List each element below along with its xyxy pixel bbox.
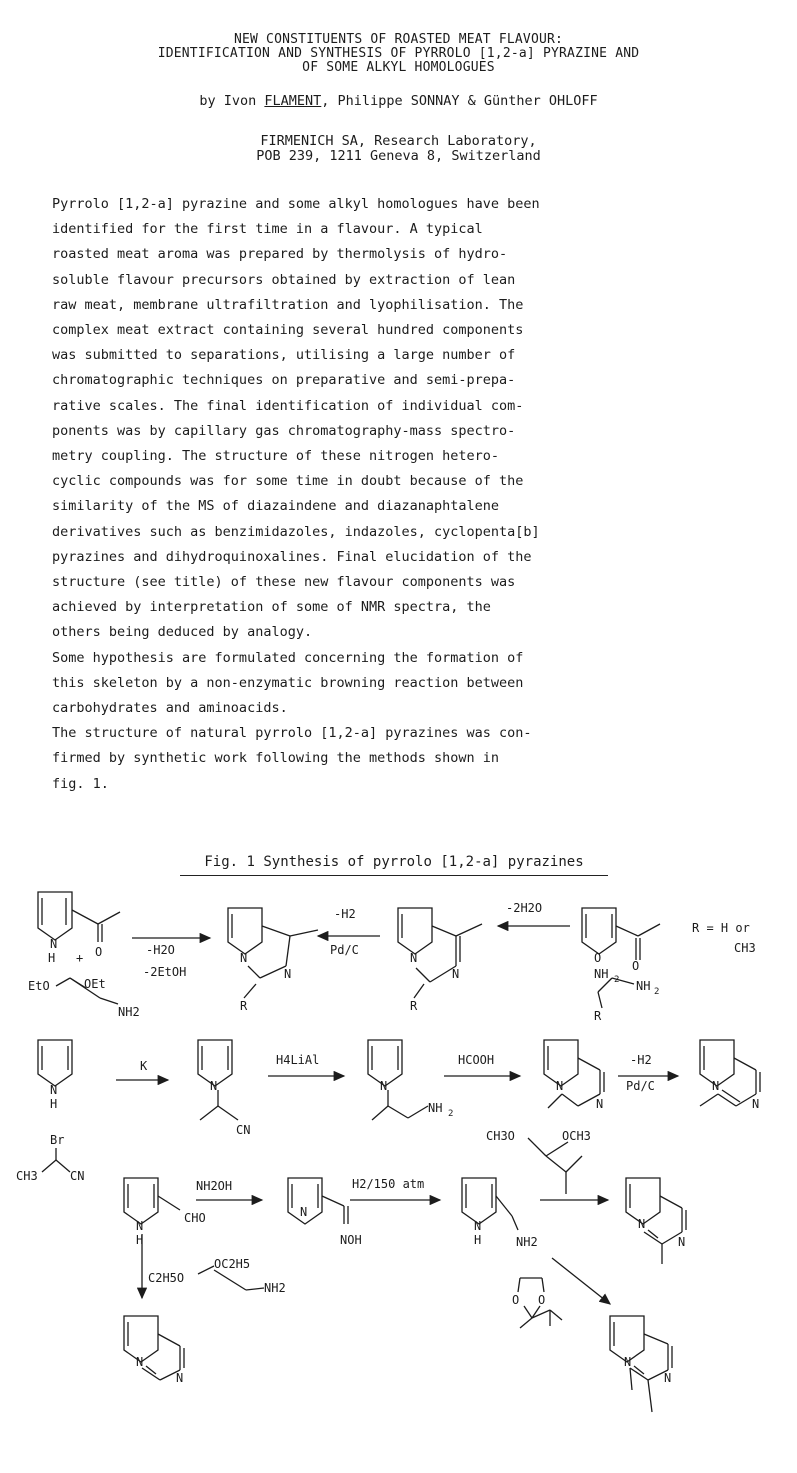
svg-text:N: N <box>240 951 248 965</box>
abstract <box>52 192 632 797</box>
svg-text:EtO: EtO <box>28 979 50 993</box>
abstract-line: ponents was by capillary gas chromatography-mass spectro- <box>52 422 516 439</box>
pyrrole-oxime-structure <box>288 1178 362 1247</box>
abstract-line: rative scales. The final identification of individual com- <box>52 397 524 414</box>
pyrrolylpropionitrile-structure <box>198 1040 250 1137</box>
abstract-line: cyclic compounds was for some time in doubt because of the <box>52 473 524 490</box>
figure-caption: Fig. 1 Synthesis of pyrrolo [1,2-a] pyrazines <box>180 854 608 876</box>
pyrrolecarboxaldehyde-structure <box>124 1178 206 1247</box>
abstract-line: soluble flavour precursors obtained by extraction of lean <box>52 271 516 288</box>
abstract-line: carbohydrates and aminoacids. <box>52 700 288 717</box>
abstract-line: chromatographic techniques on preparative and semi-prepa- <box>52 372 516 389</box>
svg-text:N: N <box>284 967 292 981</box>
abstract-line: raw meat, membrane ultrafiltration and lyophilisation. The <box>52 296 524 313</box>
abstract-line: metry coupling. The structure of these nitrogen hetero- <box>52 448 500 465</box>
svg-text:NH2: NH2 <box>118 1005 140 1019</box>
svg-text:OEt: OEt <box>84 977 106 991</box>
svg-text:N: N <box>752 1097 760 1111</box>
dihydro-pyrrolopyrazine-structure <box>228 908 318 1013</box>
svg-text:N: N <box>596 1097 604 1111</box>
svg-text:CN: CN <box>236 1123 251 1137</box>
svg-text:R: R <box>594 1009 602 1023</box>
affiliation-line-1: FIRMENICH SA, Research Laboratory, <box>260 133 537 149</box>
dimethylpyrrolopyrazine-structure <box>610 1316 672 1412</box>
methoxyacetone-ketal-structure <box>486 1129 591 1194</box>
abstract-line: The structure of natural pyrrolo [1,2-a] pyrazines was con- <box>52 725 532 742</box>
svg-text:O: O <box>632 959 640 973</box>
title-line-3: OF SOME ALKYL HOMOLOGUES <box>302 60 495 75</box>
acetylpyrrole-structure <box>38 892 120 965</box>
aminoacetal-reagent-structure <box>148 1257 286 1295</box>
abstract-line: pyrazines and dihydroquinoxalines. Final elucidation of the <box>52 548 532 565</box>
svg-text:R: R <box>410 999 418 1013</box>
svg-text:H: H <box>474 1233 482 1247</box>
pyrrolylmethylamine-structure <box>462 1178 538 1249</box>
svg-text:N: N <box>136 1219 144 1233</box>
svg-text:N: N <box>624 1355 632 1369</box>
pyrrole-structure <box>38 1040 72 1111</box>
svg-text:N: N <box>136 1355 144 1369</box>
svg-text:N: N <box>176 1371 184 1385</box>
authors-line <box>0 93 797 109</box>
reagent-ethanol: -2EtOH <box>143 965 187 979</box>
abstract-line: structure (see title) of these new flavour components was <box>52 574 516 591</box>
svg-text:Br: Br <box>50 1133 65 1147</box>
abstract-line: Some hypothesis are formulated concerning the formation of <box>52 649 524 666</box>
abstract-line: firmed by synthetic work following the methods shown in <box>52 750 500 767</box>
r-group-definition: R = H or <box>692 921 750 935</box>
diaminoketone-furan-structure <box>582 908 660 1023</box>
author-flament: FLAMENT <box>264 93 322 109</box>
affiliation <box>0 134 797 164</box>
dihydro-methylpyrrolopyrazine-structure <box>544 1040 604 1111</box>
svg-text:NH: NH <box>428 1101 443 1115</box>
svg-text:N: N <box>210 1079 218 1093</box>
abstract-line: complex meat extract containing several hundred components <box>52 322 524 339</box>
svg-text:R: R <box>240 999 248 1013</box>
svg-text:N: N <box>638 1217 646 1231</box>
svg-text:N: N <box>678 1235 686 1249</box>
paper-title <box>0 33 797 75</box>
svg-text:OCH3: OCH3 <box>562 1129 591 1143</box>
svg-text:O: O <box>512 1293 520 1307</box>
svg-text:CH3O: CH3O <box>486 1129 515 1143</box>
svg-text:O: O <box>538 1293 546 1307</box>
title-line-1: NEW CONSTITUENTS OF ROASTED MEAT FLAVOUR: <box>233 32 564 47</box>
svg-text:CHO: CHO <box>184 1211 206 1225</box>
abstract-line: fig. 1. <box>52 775 109 792</box>
svg-text:N: N <box>50 1083 58 1097</box>
tetrahydro-pyrrolopyrazine-structure <box>398 908 482 1013</box>
abstract-line: Pyrrolo [1,2-a] pyrazine and some alkyl homologues have been <box>52 196 540 212</box>
svg-text:NH: NH <box>594 967 609 981</box>
svg-text:NOH: NOH <box>340 1233 362 1247</box>
svg-text:N: N <box>380 1079 388 1093</box>
reagent-dehydrogenation-2: -H2 <box>630 1053 652 1067</box>
svg-text:2: 2 <box>654 987 660 997</box>
aminoacetal-structure <box>28 977 140 1019</box>
svg-text:CH3: CH3 <box>16 1169 38 1183</box>
svg-text:OC2H5: OC2H5 <box>214 1257 251 1271</box>
methylpyrrolopyrazine-structure-2 <box>626 1178 686 1264</box>
reagent-hydrogen: H2/150 atm <box>352 1177 425 1191</box>
abstract-line: derivatives such as benzimidazoles, indazoles, cyclopenta[b] <box>52 523 540 540</box>
title-line-2: IDENTIFICATION AND SYNTHESIS OF PYRROLO [1,2-a] PYRAZINE AND <box>157 46 640 61</box>
abstract-line: achieved by interpretation of some of NMR spectra, the <box>52 599 491 616</box>
abstract-line: similarity of the MS of diazaindene and diazanaphtalene <box>52 498 500 515</box>
svg-text:N: N <box>712 1079 720 1093</box>
svg-text:N: N <box>556 1079 564 1093</box>
svg-text:O: O <box>594 951 602 965</box>
authors-rest: , Philippe SONNAY & Günther OHLOFF <box>321 93 598 109</box>
svg-text:H: H <box>136 1233 144 1247</box>
svg-text:NH: NH <box>636 979 651 993</box>
svg-text:H: H <box>48 951 56 965</box>
synthesis-scheme <box>0 880 797 1440</box>
pyrrolylpropylamine-structure <box>368 1040 453 1120</box>
svg-text:N: N <box>474 1219 482 1233</box>
abstract-line: was submitted to separations, utilising a large number of <box>52 347 516 364</box>
arrow-dioxolane <box>552 1258 610 1304</box>
svg-text:C2H5O: C2H5O <box>148 1271 185 1285</box>
reagent-lialh4: H4LiAl <box>276 1053 320 1067</box>
svg-text:2: 2 <box>614 975 620 985</box>
svg-text:N: N <box>452 967 460 981</box>
svg-text:2: 2 <box>448 1109 454 1119</box>
svg-text:N: N <box>664 1371 672 1385</box>
abstract-line: this skeleton by a non-enzymatic browning reaction between <box>52 674 524 691</box>
abstract-line: roasted meat aroma was prepared by thermolysis of hydro- <box>52 246 508 263</box>
reagent-pd-c: Pd/C <box>330 943 359 957</box>
reagent-hydroxylamine: NH2OH <box>196 1179 233 1193</box>
svg-text:N: N <box>410 951 418 965</box>
svg-text:+: + <box>76 951 84 965</box>
svg-text:N: N <box>50 937 58 951</box>
abstract-line: others being deduced by analogy. <box>52 624 313 641</box>
methylpyrrolopyrazine-structure <box>700 1040 760 1111</box>
reagent-dehydrogenation: -H2 <box>334 907 356 921</box>
svg-text:NH2: NH2 <box>516 1235 538 1249</box>
reagent-formic-acid: HCOOH <box>458 1053 495 1067</box>
reagent-double-dehydration: -2H2O <box>506 901 543 915</box>
reagent-potassium: K <box>140 1059 148 1073</box>
svg-text:H: H <box>50 1097 58 1111</box>
dioxolane-reagent-structure <box>512 1278 562 1328</box>
affiliation-line-2: POB 239, 1211 Geneva 8, Switzerland <box>256 148 541 164</box>
reagent-pd-c-2: Pd/C <box>626 1079 655 1093</box>
svg-text:NH2: NH2 <box>264 1281 286 1295</box>
svg-text:O: O <box>95 945 103 959</box>
authors-prefix: by Ivon <box>199 93 265 109</box>
svg-text:CN: CN <box>70 1169 85 1183</box>
pyrrolopyrazine-structure <box>124 1316 184 1385</box>
abstract-line: identified for the first time in a flavour. A typical <box>52 221 483 238</box>
bromopropionitrile-structure <box>16 1133 84 1183</box>
r-group-definition-2: CH3 <box>734 941 756 955</box>
svg-text:N: N <box>300 1205 308 1219</box>
reagent-dehydration: -H2O <box>146 943 175 957</box>
